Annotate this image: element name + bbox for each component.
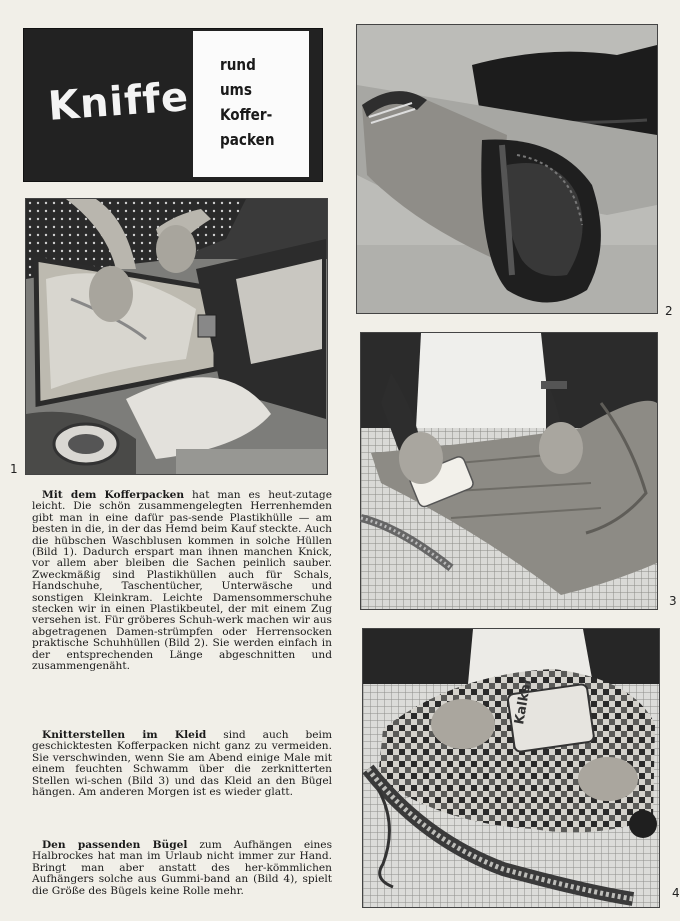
figure-number-1: 1 bbox=[10, 462, 18, 476]
paragraph-lead: Knitterstellen im Kleid bbox=[42, 729, 207, 741]
subtitle-line: rund bbox=[220, 55, 256, 74]
article-paragraph-1 bbox=[32, 490, 332, 673]
paragraph-lead: Mit dem Kofferpacken bbox=[42, 489, 185, 501]
box-label: Kalkar bbox=[512, 676, 536, 726]
paragraph-text: hat man es heut-zutage leicht. Die schön zusammengelegten Herrenhemden gibt man in eine dafür pas-sende Plastikhülle — am besten in die, in der das Hemd beim Kauf steckte. Auch die hübschen Waschblusen kommen in solche Hüllen (Bild 1). Dadurch erspart man ihnen manchen Knick, vor allem aber bleiben die Sachen peinlich sauber. Zweckmäßig sind Plastikhüllen auch für Schals, Handschuhe, Taschentücher, Unterwäsche und sonstigen Kleinkram. Leichte Damensommerschuhe stecken wir in einen Plastikbeutel, der mit einem Zug versehen ist. Für gröberes Schuh-werk machen wir aus abgetragenen Damen-strümpfen oder Herrensocken praktische Schuhhüllen (Bild 2). Sie werden einfach in der entsprechenden Länge abgeschnitten und zusammengenäht. bbox=[32, 489, 332, 673]
title-main: Kniffe bbox=[46, 74, 191, 130]
paragraph-text: zum Aufhängen eines Halbrockes hat man im Urlaub nicht immer zur Hand. Bringt man aber anstatt des her-kömmlichen Aufhängers solche aus Gummi-band an (Bild 4), spielt die Größe des Bügels keine Rolle mehr. bbox=[32, 839, 333, 897]
paragraph-lead: Den passenden Bügel bbox=[42, 839, 188, 851]
article-paragraph-2 bbox=[32, 730, 332, 798]
paragraph-text: sind auch beim geschicktesten Kofferpacken nicht ganz zu vermeiden. Sie verschwinden, wenn Sie am Abend einige Male mit einem feuchten Schwamm über die zerknitterten Stellen wi-schen (Bild 3) und das Kleid an den Bügel hängen. Am anderen Morgen ist es wieder glatt. bbox=[32, 729, 332, 799]
article-paragraph-3 bbox=[32, 840, 332, 897]
title-subtitle bbox=[220, 52, 297, 152]
figure-number-4: 4 bbox=[672, 886, 680, 900]
subtitle-line: packen bbox=[220, 130, 275, 149]
photo-shoe-cover bbox=[356, 24, 658, 314]
subtitle-line: Koffer- bbox=[220, 105, 273, 124]
photo-sponge-dress bbox=[360, 332, 658, 610]
figure-number-3: 3 bbox=[669, 594, 677, 608]
subtitle-line: ums bbox=[220, 80, 252, 99]
photo-skirt-hanger bbox=[362, 628, 660, 908]
photo-packing-shirts bbox=[25, 198, 328, 475]
figure-number-2: 2 bbox=[665, 304, 673, 318]
